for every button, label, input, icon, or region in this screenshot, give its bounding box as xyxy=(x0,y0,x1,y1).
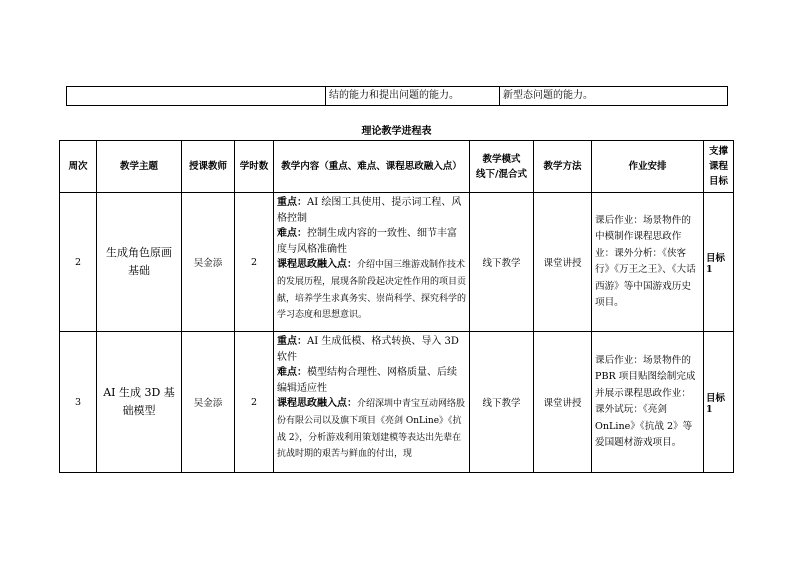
method-cell: 课堂讲授 xyxy=(534,193,592,332)
table-row xyxy=(67,87,728,106)
header-topic: 教学主题 xyxy=(97,141,182,193)
difficulty-label: 难点： xyxy=(277,367,307,379)
key-point-label: 重点： xyxy=(277,336,307,347)
ideology-label: 课程思政融入点： xyxy=(277,398,357,410)
key-point-text: AI 绘图工具使用、提示词工程、风格控制 xyxy=(277,197,462,224)
header-teacher: 授课教师 xyxy=(182,141,235,193)
table-caption: 理论教学进程表 xyxy=(361,126,432,137)
empty-cell xyxy=(67,87,326,106)
ability-text-cell: 新型态问题的能力。 xyxy=(500,87,728,106)
theory-teaching-schedule-table xyxy=(59,140,734,473)
mode-cell: 线下教学 xyxy=(470,193,534,332)
method-cell: 课堂讲授 xyxy=(534,332,592,473)
table-row xyxy=(60,332,734,473)
week-cell: 3 xyxy=(60,332,97,473)
objective-cell: 目标 1 xyxy=(704,193,734,332)
week-cell: 2 xyxy=(60,193,97,332)
teacher-cell: 吴金添 xyxy=(182,332,235,473)
ideology-text: 介绍中国三维游戏制作技术的发展历程，展现各阶段起决定性作用的项目贡献，培养学生求真务实、崇尚科学、探究科学的学习态度和思想意识。 xyxy=(277,260,467,321)
hours-cell: 2 xyxy=(235,332,274,473)
difficulty-text: 控制生成内容的一致性、细节丰富度与风格准确性 xyxy=(277,228,457,255)
key-point-label: 重点： xyxy=(277,197,307,208)
topic-cell: 生成角色原画基础 xyxy=(97,193,182,332)
ideology-text: 介绍深圳中青宝互动网络股份有限公司以及旗下项目《亮剑 OnLine》《抗战 2》，分析游戏利用策划建模等表达出先辈在抗战时期的艰苦与鲜血的付出，现 xyxy=(277,399,466,460)
table-row xyxy=(60,193,734,332)
header-content: 教学内容（重点、难点、课程思政融入点） xyxy=(274,141,470,193)
header-objective: 支撑 课程 目标 xyxy=(704,141,734,193)
header-row xyxy=(60,141,734,193)
header-hours: 学时数 xyxy=(235,141,274,193)
ideology-label: 课程思政融入点： xyxy=(277,259,357,271)
topic-cell: AI 生成 3D 基础模型 xyxy=(97,332,182,473)
hours-cell: 2 xyxy=(235,193,274,332)
difficulty-label: 难点： xyxy=(277,228,307,240)
teacher-cell: 吴金添 xyxy=(182,193,235,332)
header-method: 教学方法 xyxy=(534,141,592,193)
key-point-text: AI 生成低模、格式转换、导入 3D 软件 xyxy=(277,336,459,363)
difficulty-text: 模型结构合理性、网格质量、后续编辑适应性 xyxy=(277,367,457,394)
header-week: 周次 xyxy=(60,141,97,193)
ability-text-cell: 结的能力和提出问题的能力。 xyxy=(326,87,500,106)
homework-cell: 课后作业：场景物件的 PBR 项目贴图绘制完成并展示课程思政作业：课外试玩：《亮剑 OnLine》《抗战 2》等爱国题材游戏项目。 xyxy=(592,332,704,473)
previous-table-fragment xyxy=(66,86,728,106)
header-mode: 教学模式 线下/混合式 xyxy=(470,141,534,193)
objective-cell: 目标 1 xyxy=(704,332,734,473)
content-cell xyxy=(274,332,470,473)
mode-cell: 线下教学 xyxy=(470,332,534,473)
homework-cell: 课后作业：场景物件的中模制作课程思政作业：课外分析：《侠客行》《万王之王》、《大话西游》等中国游戏历史项目。 xyxy=(592,193,704,332)
header-homework: 作业安排 xyxy=(592,141,704,193)
content-cell xyxy=(274,193,470,332)
